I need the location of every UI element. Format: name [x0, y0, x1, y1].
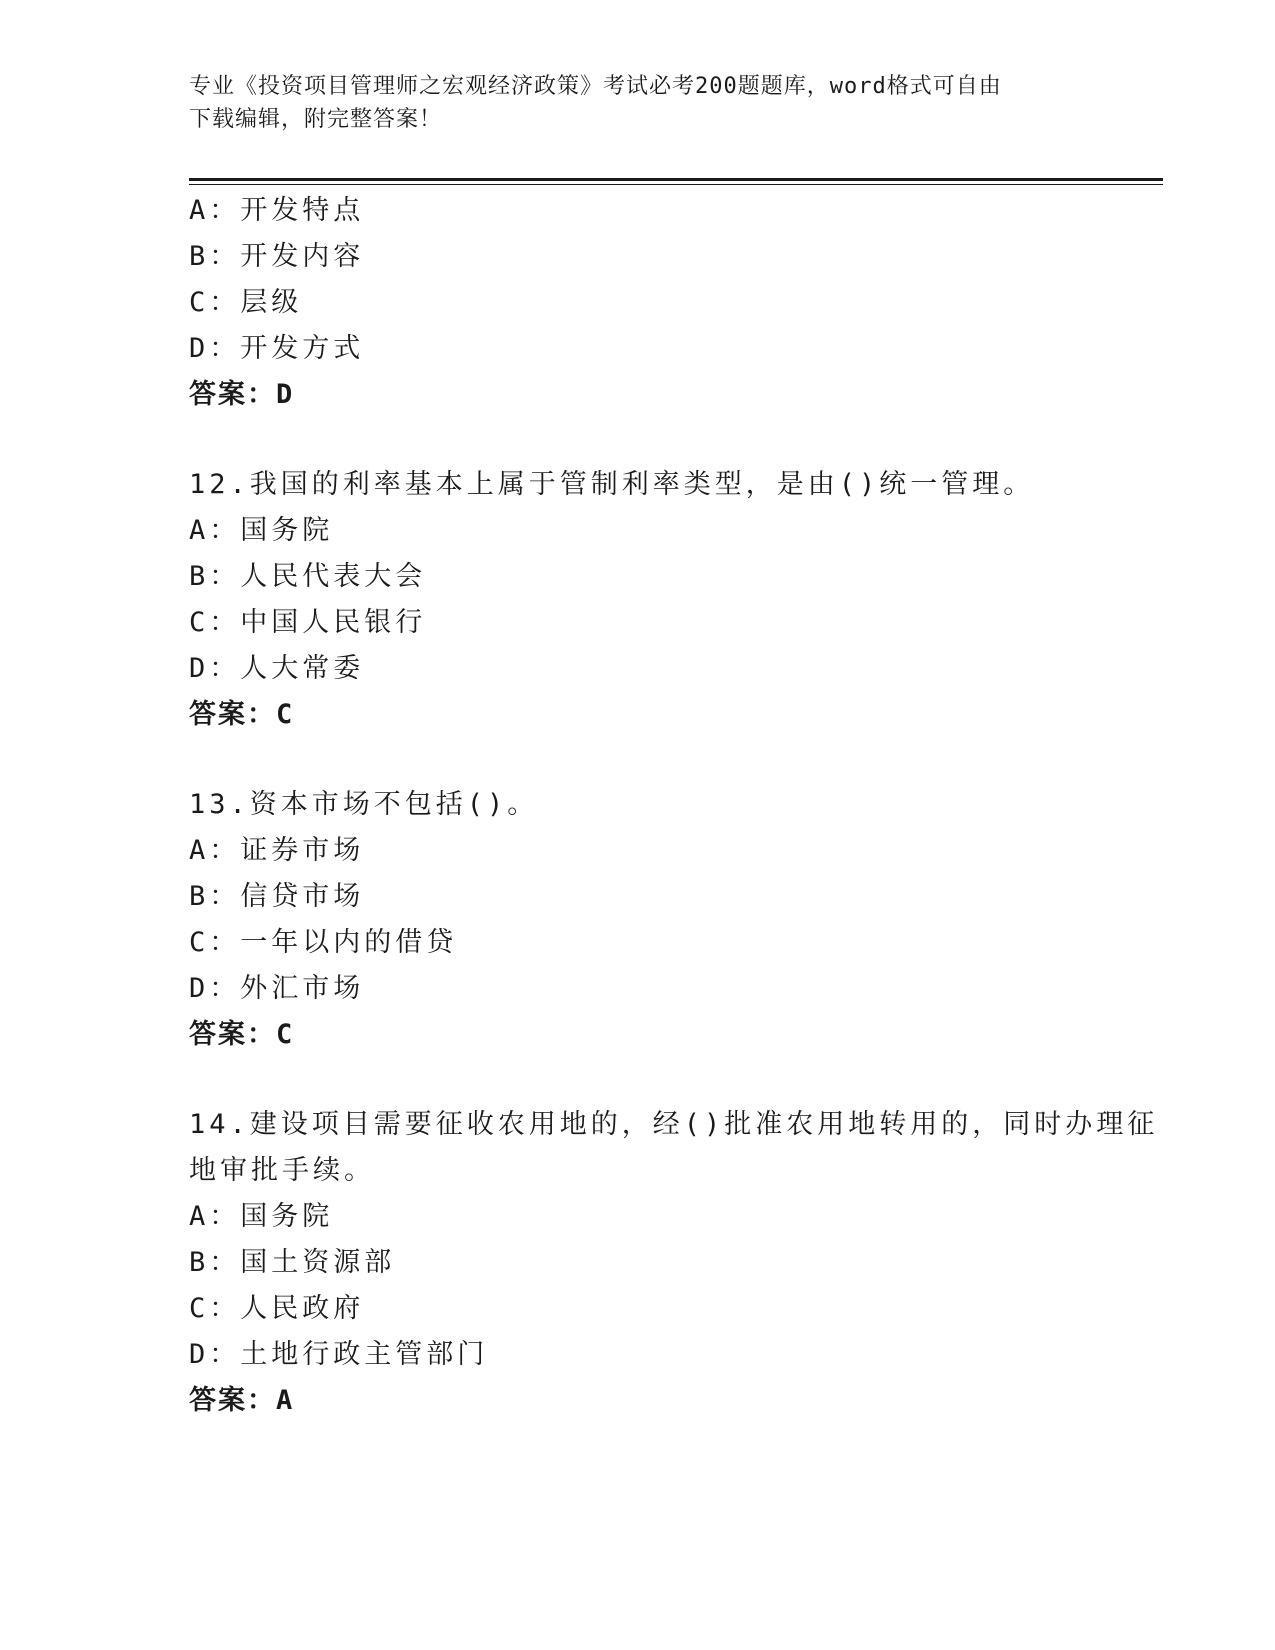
header-divider-thin [189, 184, 1163, 185]
option-b: B：开发内容 [189, 241, 365, 272]
answer-line: 答案：C [189, 699, 295, 730]
option-a: A：国务院 [189, 515, 334, 546]
option-c: C：中国人民银行 [189, 607, 427, 638]
option-b: B：国土资源部 [189, 1247, 396, 1278]
document-header [189, 70, 1089, 136]
question-stem-line-2: 地审批手续。 [189, 1155, 375, 1186]
option-a: A：证券市场 [189, 835, 365, 866]
question-13 [189, 782, 1129, 1058]
question-stem-line-1: 14.建设项目需要征收农用地的，经()批准农用地转用的，同时办理征 [189, 1109, 1159, 1140]
question-12 [189, 462, 1129, 738]
question-stem: 13.资本市场不包括()。 [189, 789, 539, 820]
header-line-2: 下载编辑，附完整答案！ [189, 107, 443, 132]
option-d: D：人大常委 [189, 653, 365, 684]
answer-line: 答案：A [189, 1385, 295, 1416]
question-stem: 12.我国的利率基本上属于管制利率类型，是由()统一管理。 [189, 469, 1035, 500]
option-d: D：开发方式 [189, 333, 365, 364]
question-11-remainder [189, 188, 1129, 418]
header-divider-thick [189, 178, 1163, 181]
option-d: D：土地行政主管部门 [189, 1339, 489, 1370]
option-c: C：层级 [189, 287, 303, 318]
answer-line: 答案：D [189, 379, 295, 410]
option-d: D：外汇市场 [189, 973, 365, 1004]
question-list [189, 188, 1159, 1424]
option-c: C：人民政府 [189, 1293, 365, 1324]
option-c: C：一年以内的借贷 [189, 927, 458, 958]
answer-line: 答案：C [189, 1019, 295, 1050]
question-14 [189, 1102, 1159, 1424]
option-a: A：国务院 [189, 1201, 334, 1232]
option-a: A：开发特点 [189, 195, 365, 226]
header-line-1: 专业《投资项目管理师之宏观经济政策》考试必考200题题库，word格式可自由 [189, 74, 1002, 99]
option-b: B：人民代表大会 [189, 561, 427, 592]
option-b: B：信贷市场 [189, 881, 365, 912]
